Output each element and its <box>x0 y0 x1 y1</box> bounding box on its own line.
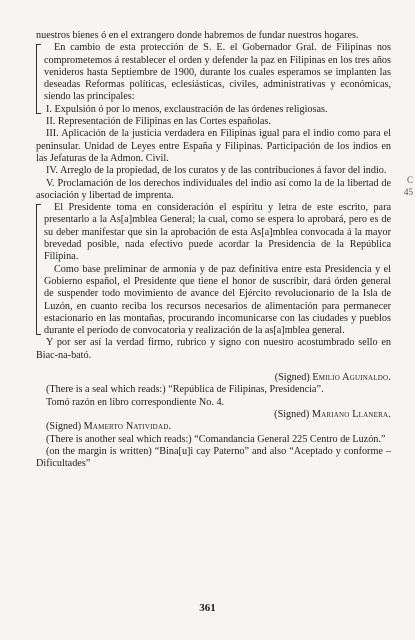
signer-name-aguinaldo: Emilio Aguinaldo. <box>312 372 391 384</box>
paragraph-2: En cambio de esta protección de S. E. el Gobernador Gral. de Filipinas nos comprometemos á restablecer el orden y defender la paz en Filipinas en los tres años venideros hasta Septiembre de 1900, durante los cuales esperamos se implanten las deseadas Reformas políticas, eclesiásticas, civiles, administrativas y económicas, siendo las principales: <box>44 42 391 103</box>
paragraph-6: IV. Arreglo de la propiedad, de los curatos y de las contribuciones á favor del indio. <box>46 165 387 177</box>
registry-note: Tomó razón en libro correspondiente No. 4. <box>46 396 225 408</box>
signature-aguinaldo: (Signed) Emilio Aguinaldo. <box>274 372 391 384</box>
seal-note-2: (There is another seal which reads:) “Comandancia General 225 Centro de Luzón.” <box>46 433 386 445</box>
signer-name-natividad: Mamerto Natividad. <box>83 421 172 433</box>
page-number: 361 <box>199 602 216 614</box>
paragraph-4: II. Representación de Filipinas en las Cortes españolas. <box>46 116 271 128</box>
bracketed-block-2 <box>36 202 391 337</box>
signer-name-llanera: Mariano Llanera. <box>311 408 391 420</box>
paragraph-10: Y por ser así la verdad firmo, rubrico y signo con nuestro acostumbrado sello en Biac-na-bató. <box>36 337 391 361</box>
paragraph-7: V. Proclamación de los derechos individuales del indio así como la de la libertad de asociación y libertad de imprenta. <box>36 177 391 201</box>
signature-natividad: (Signed) Mamerto Natividad. <box>46 421 172 433</box>
body-text <box>36 30 391 470</box>
margin-note: (on the margin is written) “Bina[u]i cay Paterno” and also “Aceptado y conforme – Dificultades” <box>36 445 391 470</box>
bracketed-block-1 <box>36 42 391 116</box>
paragraph-5: III. Aplicación de la justicia verdadera en Filipinas igual para el indio como para el peninsular. Unidad de Leyes entre España y Filipinas. Participación de los indios en las Jefaturas de la Admon. Civil. <box>36 128 391 164</box>
margin-mark-c: C <box>406 175 413 185</box>
seal-note-1: (There is a seal which reads:) “República de Filipinas, Presidencia”. <box>46 384 324 396</box>
signature-llanera: (Signed) Mariano Llanera. <box>274 408 391 420</box>
paragraph-9: Como base preliminar de armonía y de paz definitiva entre esta Presidencia y el Gobierno español, el Presidente que tiene el honor de suscribir, dará órden general de suspender todo movimiento de avance del Ejército revolucionario de la Isla de Luzón, en cuanto reciba los recursos necesarios de alimentación para permanecer estacionario en las montañas, procurando incomunicarse con las ciudades y pueblos durante el período de convocatoria y realización de la as[a]mblea general. <box>44 263 391 337</box>
paragraph-1: nuestros bienes ó en el extrangero donde habremos de fundar nuestros hogares. <box>36 30 359 41</box>
margin-mark-45: 45 <box>404 187 413 197</box>
paragraph-8: El Presidente toma en consideración el espíritu y letra de este escrito, para presentarlo a la As[a]mblea General; la cual, como se espera lo aprobará, pero es de su deber manifestar que sin la aprobación de esta As[a]mblea convocada á la mayor brevedad posible, nada efectivo puede acordar la Presidencia de la República Filipina. <box>44 202 391 263</box>
paragraph-3: I. Expulsión ó por lo menos, exclaustración de las órdenes religiosas. <box>46 103 328 115</box>
